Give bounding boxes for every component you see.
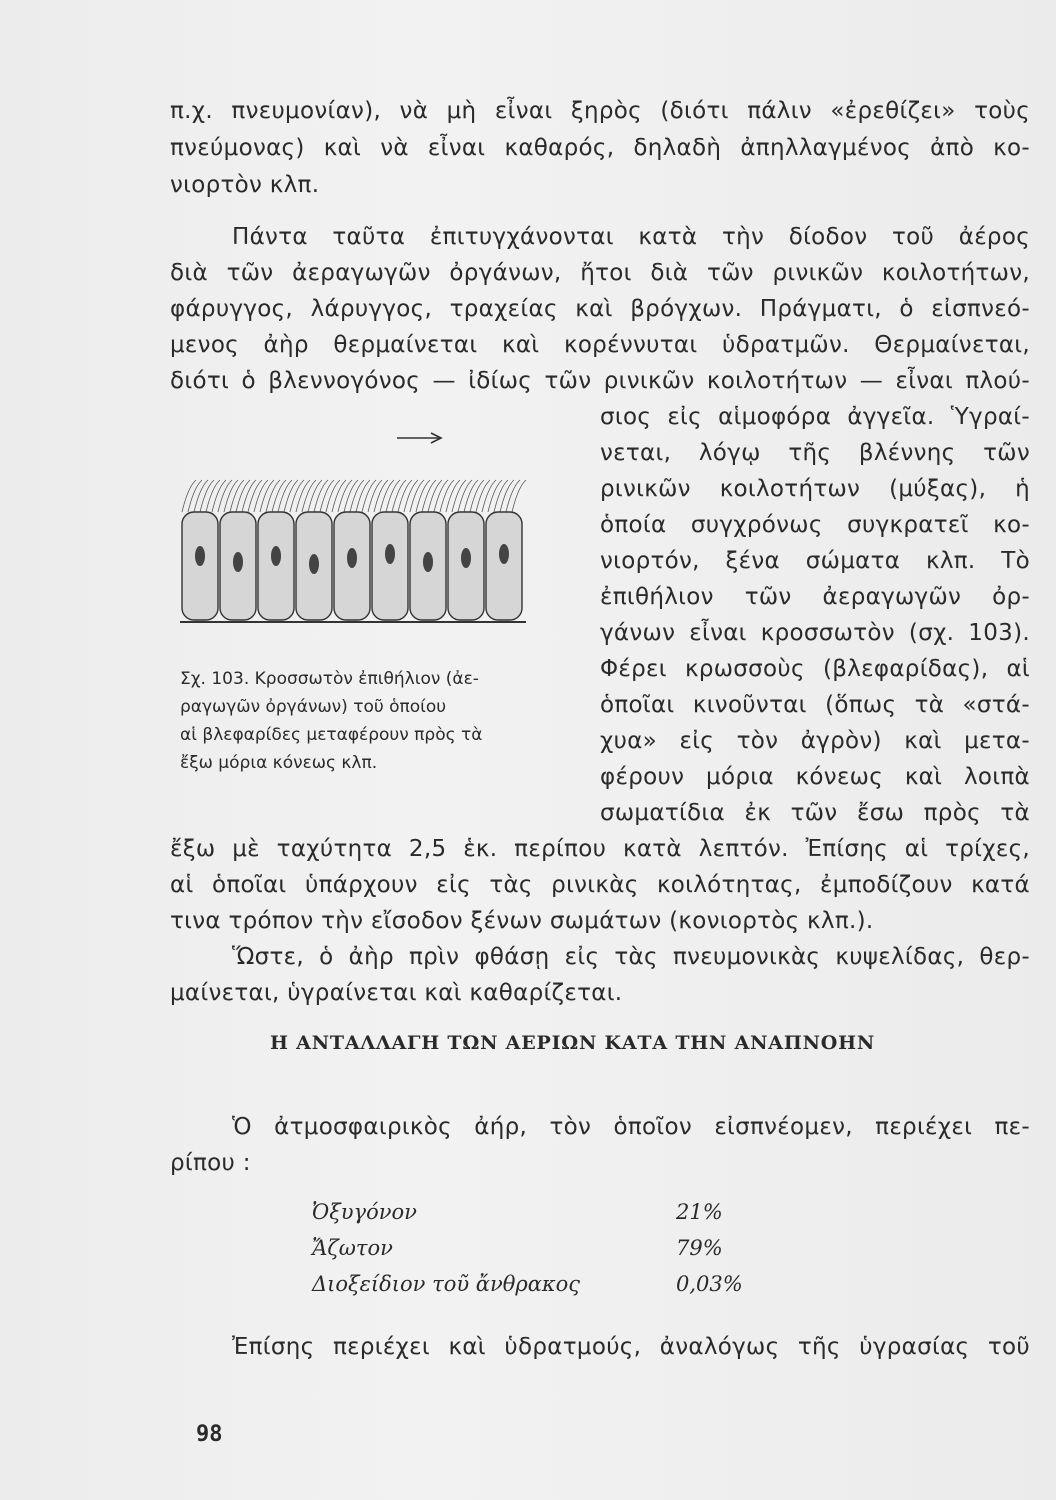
page-number: 98 [196, 1422, 223, 1447]
text-line: φάρυγγος, λάρυγγος, τραχείας καὶ βρόγχων. Πράγματι, ὁ εἰσπνεό- [170, 296, 1030, 322]
figure-caption-line: αἱ βλεφαρίδες μεταφέρουν πρὸς τὰ [180, 725, 483, 745]
text-line: Πάντα ταῦτα ἐπιτυγχάνονται κατὰ τὴν δίοδον τοῦ ἀέρος [232, 224, 1030, 250]
ciliated-epithelium-figure [178, 432, 538, 632]
composition-label: Ὀξυγόνον [312, 1200, 417, 1224]
text-line: Φέρει κρωσσοὺς (βλεφαρίδας), αἱ [600, 656, 1030, 682]
text-line: τινα τρόπον τὴν εἴσοδον ξένων σωμάτων (κονιορτὸς κλπ.). [170, 908, 874, 934]
text-line: χυα» εἰς τὸν ἀγρὸν) καὶ μετα- [600, 728, 1030, 754]
text-line: ὁποία συγχρόνως συγκρατεῖ κο- [600, 512, 1030, 538]
text-line: φέρουν μόρια κόνεως καὶ λοιπὰ [600, 764, 1030, 790]
section-heading: Η ΑΝΤΑΛΛΑΓΗ ΤΩΝ ΑΕΡΙΩΝ ΚΑΤΑ ΤΗΝ ΑΝΑΠΝΟΗΝ [270, 1032, 876, 1054]
text-line: σιος εἰς αἱμοφόρα ἀγγεῖα. Ὑγραί- [600, 404, 1030, 430]
text-line: ἔξω μὲ ταχύτητα 2,5 ἑκ. περίπου κατὰ λεπτόν. Ἐπίσης αἱ τρίχες, [170, 836, 1030, 862]
composition-value: 0,03% [676, 1272, 743, 1296]
figure-caption-line: ραγωγῶν ὀργάνων) τοῦ ὁποίου [180, 697, 447, 717]
composition-value: 21% [676, 1200, 723, 1224]
text-line: διὰ τῶν ἀεραγωγῶν ὀργάνων, ἤτοι διὰ τῶν ρινικῶν κοιλοτήτων, [170, 260, 1030, 286]
text-line: σωματίδια ἐκ τῶν ἔσω πρὸς τὰ [600, 800, 1030, 826]
text-line: γάνων εἶναι κροσσωτὸν (σχ. 103). [600, 620, 1030, 646]
figure-caption-line: Σχ. 103. Κροσσωτὸν ἐπιθήλιον (ἀε- [180, 669, 479, 689]
text-line: π.χ. πνευμονίαν), νὰ μὴ εἶναι ξηρὸς (διότι πάλιν «ἐρεθίζει» τοὺς [170, 98, 1030, 124]
text-line: ἐπιθήλιον τῶν ἀεραγωγῶν ὀρ- [600, 584, 1030, 610]
figure-caption-line: ἔξω μόρια κόνεως κλπ. [180, 753, 378, 773]
text-line: μαίνεται, ὑγραίνεται καὶ καθαρίζεται. [170, 980, 623, 1006]
text-line: ρινικῶν κοιλοτήτων (μύξας), ἡ [600, 476, 1030, 502]
text-line: μενος ἀὴρ θερμαίνεται καὶ κορέννυται ὑδρατμῶν. Θερμαίνεται, [170, 332, 1030, 358]
composition-value: 79% [676, 1236, 723, 1260]
text-line: αἱ ὁποῖαι ὑπάρχουν εἰς τὰς ρινικὰς κοιλότητας, ἐμποδίζουν κατά [170, 872, 1030, 898]
text-line: ὁποῖαι κινοῦνται (ὅπως τὰ «στά- [600, 692, 1030, 718]
text-line: νιορτὸν κλπ. [170, 172, 320, 198]
composition-label: Διοξείδιον τοῦ ἄνθρακος [312, 1272, 581, 1296]
text-line: Ὁ ἀτμοσφαιρικὸς ἀήρ, τὸν ὁποῖον εἰσπνέομεν, περιέχει πε- [232, 1114, 1030, 1140]
text-line: νεται, λόγῳ τῆς βλέννης τῶν [600, 440, 1030, 466]
composition-label: Ἄζωτον [312, 1236, 393, 1260]
text-line: ρίπου : [170, 1150, 251, 1176]
text-line: διότι ὁ βλεννογόνος — ἰδίως τῶν ρινικῶν κοιλοτήτων — εἶναι πλού- [170, 368, 1030, 394]
text-line: Ὥστε, ὁ ἀὴρ πρὶν φθάσῃ εἰς τὰς πνευμονικὰς κυψελίδας, θερ- [232, 944, 1030, 970]
text-line: νιορτόν, ξένα σώματα κλπ. Τὸ [600, 548, 1030, 574]
text-line: πνεύμονας) καὶ νὰ εἶναι καθαρός, δηλαδὴ ἀπηλλαγμένος ἀπὸ κο- [170, 135, 1030, 161]
text-line: Ἐπίσης περιέχει καὶ ὑδρατμούς, ἀναλόγως τῆς ὑγρασίας τοῦ [232, 1334, 1030, 1360]
